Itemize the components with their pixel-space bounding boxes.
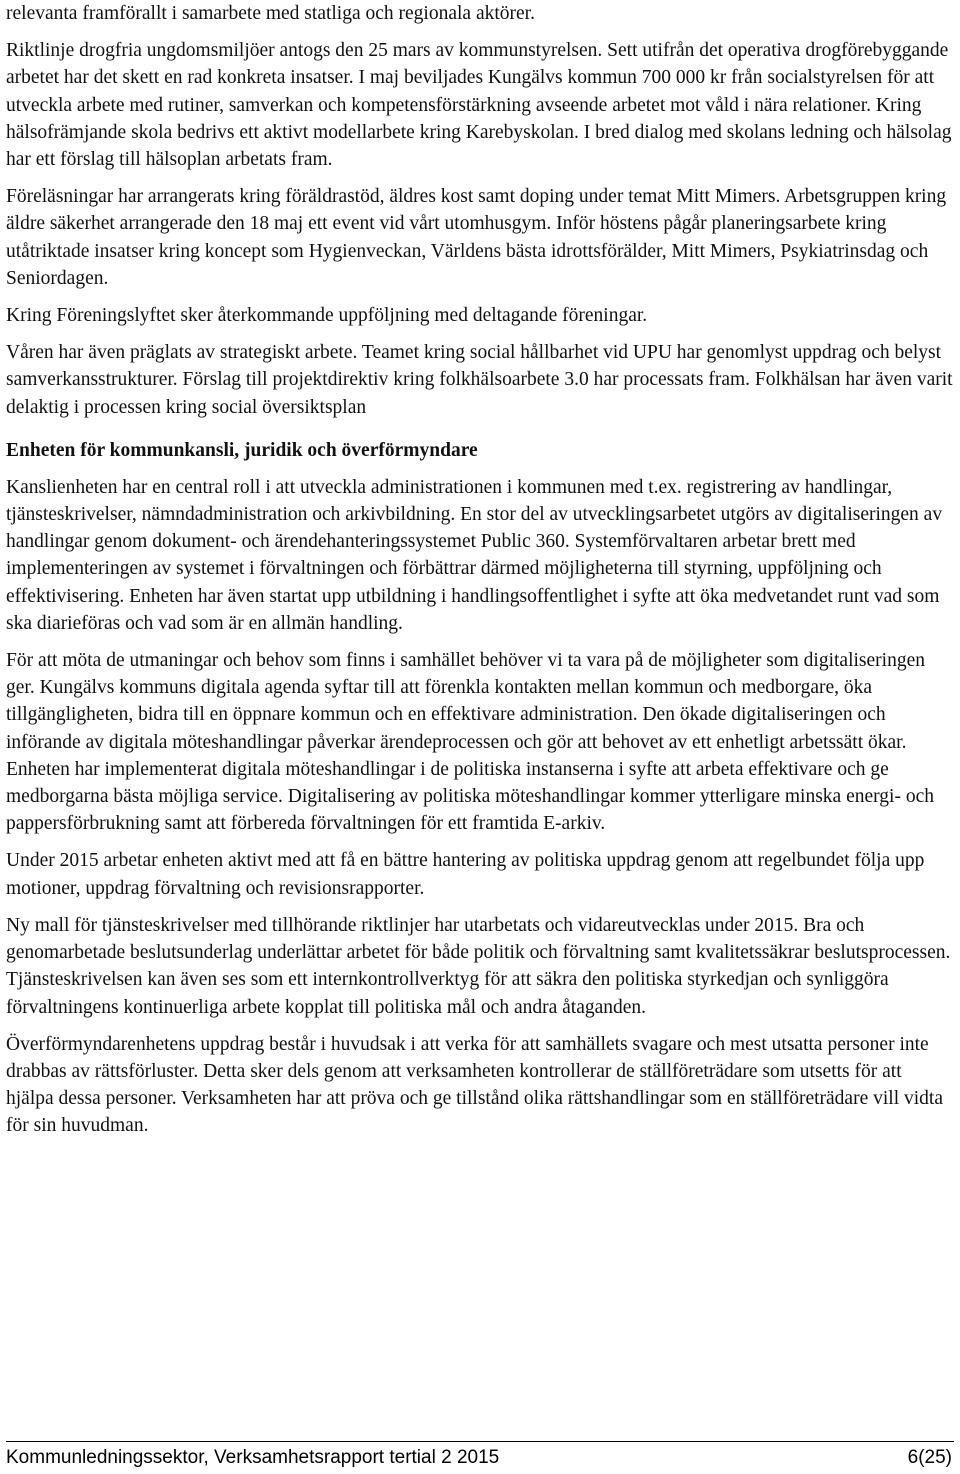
- document-body: [6, 0, 954, 1140]
- paragraph-strategiskt-arbete: Våren har även präglats av strategiskt arbete. Teamet kring social hållbarhet vid UPU har genomlyst uppdrag och belyst samverkansstrukturer. Förslag till projektdirektiv kring folkhälsoarbete 3.0 har processats fram. Folkhälsan har även varit delaktig i processen kring social översiktsplan: [6, 342, 953, 418]
- page-footer: [6, 1446, 952, 1470]
- paragraph-digitalisering: För att möta de utmaningar och behov som finns i samhället behöver vi ta vara på de möjligheter som digitaliseringen ger. Kungälvs kommuns digitala agenda syftar till att förenkla kontakten mellan kommun och medborgare, öka tillgängligheten, bidra till en öppnare kommun och en effektivare administration. Den ökade digitaliseringen och införande av digitala möteshandlingar påverkar ärendeprocessen och gör att behovet av ett enhetligt arbetssätt ökar. Enheten har implementerat digitala möteshandlingar i de politiska instanserna i syfte att arbeta effektivare och ge medborgarna bästa möjliga service. Digitalisering av politiska möteshandlingar kommer ytterligare minska energi- och pappersförbrukning samt att förbereda förvaltningen för ett framtida E-arkiv.: [6, 650, 934, 835]
- page-number: 6(25): [907, 1447, 952, 1468]
- paragraph-tjansteskrivelser: Ny mall för tjänsteskrivelser med tillhörande riktlinjer har utarbetats och vidareutvecklas under 2015. Bra och genomarbetade beslutsunderlag underlättar arbetet för både politik och förvaltning samt kvalitetssäkrar beslutsprocessen. Tjänsteskrivelsen kan även ses som ett internkontrollverktyg för att säkra den politiska styrkedjan och synliggöra förvaltningens kontinuerliga arbete kopplat till politiska mål och andra åtaganden.: [6, 914, 951, 1018]
- paragraph-drogfria-ungdomsmiljoer: Riktlinje drogfria ungdomsmiljöer antogs den 25 mars av kommunstyrelsen. Sett utifrån det operativa drogförebyggande arbetet har det skett en rad konkreta insatser. I maj beviljades Kungälvs kommun 700 000 kr från socialstyrelsen för att utveckla arbete med rutiner, samverkan och kompetensförstärkning avseende arbetet mot våld i nära relationer. Kring hälsofrämjande skola bedrivs ett aktivt modellarbete kring Karebyskolan. I bred dialog med skolans ledning och hälsolag har ett förslag till hälsoplan arbetats fram.: [6, 40, 952, 171]
- footer-divider: [6, 1441, 954, 1442]
- section-heading: Enheten för kommunkansli, juridik och överförmyndare: [6, 439, 478, 461]
- paragraph-politiska-uppdrag: Under 2015 arbetar enheten aktivt med att få en bättre hantering av politiska uppdrag genom att regelbundet följa upp motioner, uppdrag förvaltning och revisionsrapporter.: [6, 850, 925, 899]
- paragraph-forelasningar: Föreläsningar har arrangerats kring föräldrastöd, äldres kost samt doping under temat Mitt Mimers. Arbetsgruppen kring äldre säkerhet arrangerade den 18 maj ett event vid vårt utomhusgym. Inför höstens pågår planeringsarbete kring utåtriktade insatser kring koncept som Hygienveckan, Världens bästa idrottsförälder, Mitt Mimers, Psykiatrinsdag och Seniordagen.: [6, 186, 947, 289]
- footer-title: Kommunledningssektor, Verksamhetsrapport tertial 2 2015: [6, 1447, 500, 1468]
- paragraph-overformyndare: Överförmyndarenhetens uppdrag består i huvudsak i att verka för att samhällets svagare och mest utsatta personer inte drabbas av rättsförluster. Detta sker dels genom att verksamheten kontrollerar de ställföreträdare som utsetts för att hjälpa dessa personer. Verksamheten har att pröva och ge tillstånd olika rättshandlingar som en ställföreträdare vill vidta för sin huvudman.: [6, 1033, 943, 1137]
- paragraph-kanslienheten: Kanslienheten har en central roll i att utveckla administrationen i kommunen med t.ex. registrering av handlingar, tjänsteskrivelser, nämndadministration och arkivbildning. En stor del av utvecklingsarbetet utgörs av digitaliseringen av handlingar genom dokument- och ärendehanteringssystemet Public 360. Systemförvaltaren arbetar brett med implementeringen av systemet i förvaltningen och förbättrar därmed möjligheterna till styrning, uppföljning och effektivisering. Enheten har även startat upp utbildning i handlingsoffentlighet i syfte att öka medvetandet runt vad som ska diarieföras och vad som är en allmän handling.: [6, 476, 943, 634]
- paragraph-foreningslyftet: Kring Föreningslyftet sker återkommande uppföljning med deltagande föreningar.: [6, 305, 648, 327]
- paragraph-continuation: relevanta framförallt i samarbete med statliga och regionala aktörer.: [6, 3, 535, 24]
